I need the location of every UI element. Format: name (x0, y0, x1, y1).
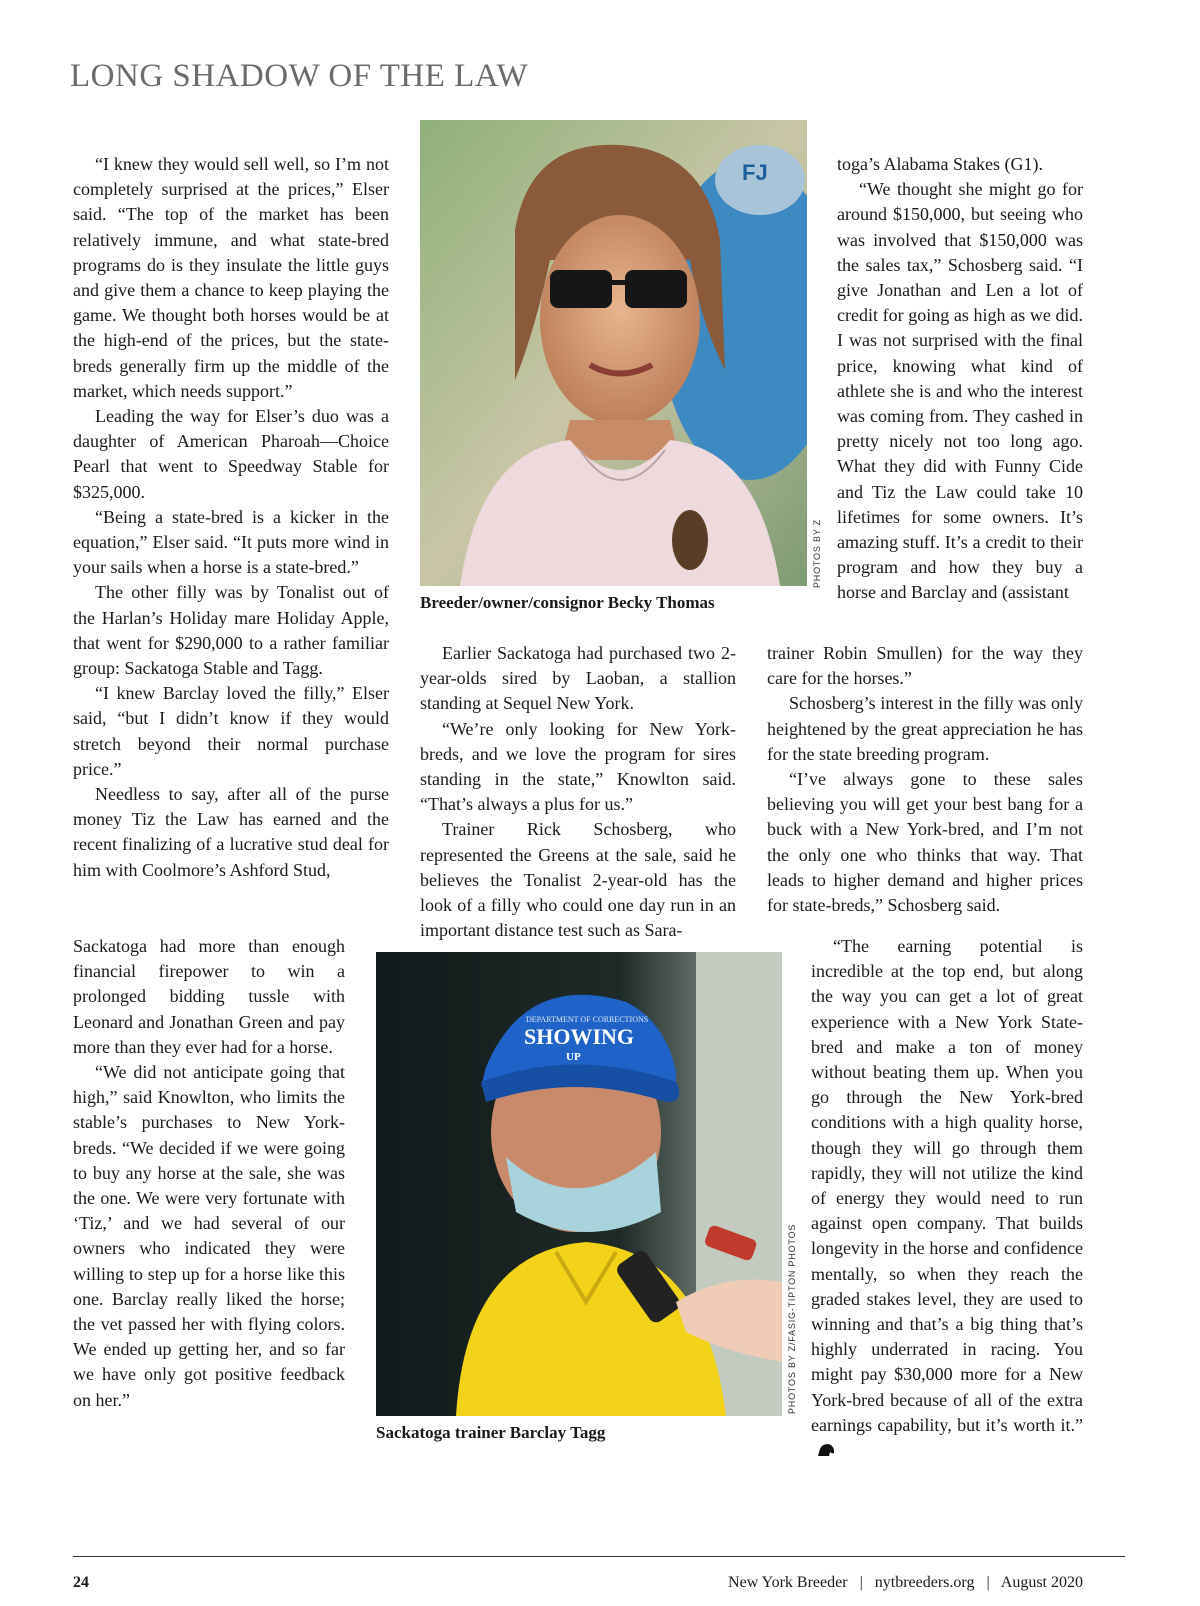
article-paragraph: trainer Robin Smullen) for the way they care for the horses.” (767, 643, 1083, 689)
article-paragraph: “We’re only looking for New York-breds, and we love the program for sires standing in the state,” Knowlton said. “That’s always a plus for us.” (420, 718, 736, 815)
article-paragraph (811, 934, 1083, 1463)
cap-text-top: DEPARTMENT OF CORRECTIONS (526, 1015, 649, 1024)
article-column-3 (837, 152, 1083, 606)
article-paragraph: Needless to say, after all of the purse money Tiz the Law has earned and the recent finalizing of a lucrative stud deal for him with Coolmore’s Ashford Stud, (73, 784, 389, 880)
photo-caption-2: Sackatoga trainer Barclay Tagg (376, 1423, 606, 1442)
page-number: 24 (73, 1574, 89, 1591)
footer-website: nytbreeders.org (874, 1574, 975, 1591)
article-paragraph: “I knew Barclay loved the filly,” Elser said, “but I didn’t know if they would stretch beyond their normal purchase price.” (73, 683, 389, 779)
footer-date: August 2020 (1000, 1574, 1083, 1591)
footer-publication: New York Breeder (728, 1574, 848, 1591)
article-paragraph: Trainer Rick Schosberg, who represented the Greens at the sale, said he believes the Tonalist 2-year-old has the look of a filly who could one day run in an important distance test such as Sara- (420, 819, 736, 941)
photo-caption-1: Breeder/owner/consignor Becky Thomas (420, 593, 715, 612)
article-column-2 (420, 641, 736, 943)
horse-head-icon (817, 1443, 835, 1457)
cap-text-sub: UP (566, 1051, 581, 1063)
footer-info (728, 1574, 1083, 1592)
photo-becky-thomas (420, 120, 807, 586)
photo-credit-2: PHOTOS BY Z/FASIG-TIPTON PHOTOS (787, 1223, 797, 1414)
article-column-1-continued (73, 934, 345, 1413)
article-paragraph: “We did not anticipate going that high,” said Knowlton, who limits the stable’s purchases to New York-breds. “We decided if we were going to buy any horse at the sale, she was the one. We were very fortunate with ‘Tiz,’ and we had several of our owners who indicated they were willing to step up for a horse like this one. Barclay really liked the horse; the vet passed her with flying colors. We ended up getting her, and so far we have only got positive feedback on her.” (73, 1062, 345, 1410)
article-paragraph: The other filly was by Tonalist out of the Harlan’s Holiday mare Holiday Apple, that went for $290,000 to a rather familiar group: Sackatoga Stable and Tagg. (73, 582, 389, 679)
article-paragraph: Sackatoga had more than enough financial firepower to win a prolonged bidding tussle with Leonard and Jonathan Green and pay more than they ever had for a horse. (73, 936, 345, 1057)
article-paragraph: “We thought she might go for around $150,000, but seeing who was involved that $150,000 was the sales tax,” Schosberg said. “I give Jonathan and Len a lot of credit for going as high as we did. I was not surprised with the final price, knowing what kind of athlete she is and who the interest was coming from. They cashed in pretty nicely not too long ago. What they did with Funny Cide and Tiz the Law could take 10 lifetimes for some owners. It’s amazing stuff. It’s a credit to their program and how they buy a horse and Barclay and (assistant (837, 179, 1083, 603)
photo-barclay-tagg (376, 952, 782, 1416)
article-paragraph: “I’ve always gone to these sales believing you will get your best bang for a buck with a New York-bred, and I’m not the only one who thinks that way. That leads to higher demand and higher prices for state-breds,” Schosberg said. (767, 769, 1083, 916)
article-paragraph: toga’s Alabama Stakes (G1). (837, 154, 1043, 174)
article-paragraph: “I knew they would sell well, so I’m not completely surprised at the prices,” Elser said. “The top of the market has been relatively immune, and what state-bred programs do is they insulate the little guys and give them a chance to keep playing the game. We thought both horses would be at the high-end of the prices, but the state-breds generally firm up the middle of the market, which needs support.” (73, 154, 389, 401)
article-paragraph: “Being a state-bred is a kicker in the equation,” Elser said. “It puts more wind in your sails when a horse is a state-bred.” (73, 506, 389, 578)
photo-credit-1: PHOTOS BY Z (812, 519, 822, 588)
cap-text-main: SHOWING (524, 1024, 635, 1049)
article-column-3-continued (767, 641, 1083, 918)
footer-separator: | (986, 1574, 990, 1591)
footer-separator: | (859, 1574, 863, 1591)
article-paragraph: Schosberg’s interest in the filly was only heightened by the great appreciation he has for the state breeding program. (767, 693, 1083, 764)
article-column-1 (73, 152, 389, 883)
cap-logo-text: FJ (742, 160, 768, 185)
article-column-3-final (811, 934, 1083, 1463)
article-paragraph: Leading the way for Elser’s duo was a daughter of American Pharoah—Choice Pearl that went to Speedway Stable for $325,000. (73, 406, 389, 502)
article-paragraph: Earlier Sackatoga had purchased two 2-year-olds sired by Laoban, a stallion standing at Sequel New York. (420, 643, 736, 714)
footer-rule (73, 1556, 1125, 1557)
page-header-title: LONG SHADOW OF THE LAW (70, 58, 529, 94)
article-text-holder: “The earning potential is incredible at the top end, but along the way you can get a lot of great experience with a New York State-bred and make a ton of money without beating them up. When you go through the New York-bred conditions with a high quality horse, though they will go through them rapidly, they will not utilize the kind of energy they would need to run against open company. That builds longevity in the horse and confidence mentally, so when they reach the graded stakes level, they are used to winning and that’s a big thing that’s highly underrated in racing. You might pay $30,000 more for a New York-bred because of all of the extra earnings capability, but it’s worth it.” (811, 936, 1083, 1435)
